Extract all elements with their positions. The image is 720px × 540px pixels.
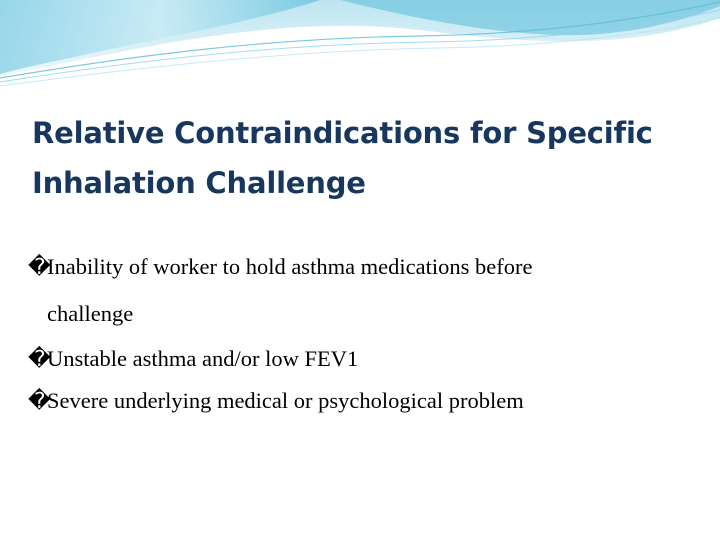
title-line-1: Relative Contraindications for Specific [32,116,653,150]
bullet-item [28,378,708,424]
wave-header-decoration [0,0,720,90]
bullet-list [28,246,708,424]
bullet-item [28,246,708,340]
slide-title [32,108,692,208]
bullet-marker-icon: � [28,254,51,279]
bullet-marker-icon: � [28,388,51,413]
bullet-item [28,336,708,382]
bullet-text-continuation: challenge [47,301,134,326]
bullet-text: Unstable asthma and/or low FEV1 [47,346,359,371]
bullet-marker-icon: � [28,346,51,371]
bullet-text: Inability of worker to hold asthma medications before [47,254,533,279]
title-line-2: Inhalation Challenge [32,166,366,200]
bullet-text: Severe underlying medical or psychological problem [47,388,524,413]
